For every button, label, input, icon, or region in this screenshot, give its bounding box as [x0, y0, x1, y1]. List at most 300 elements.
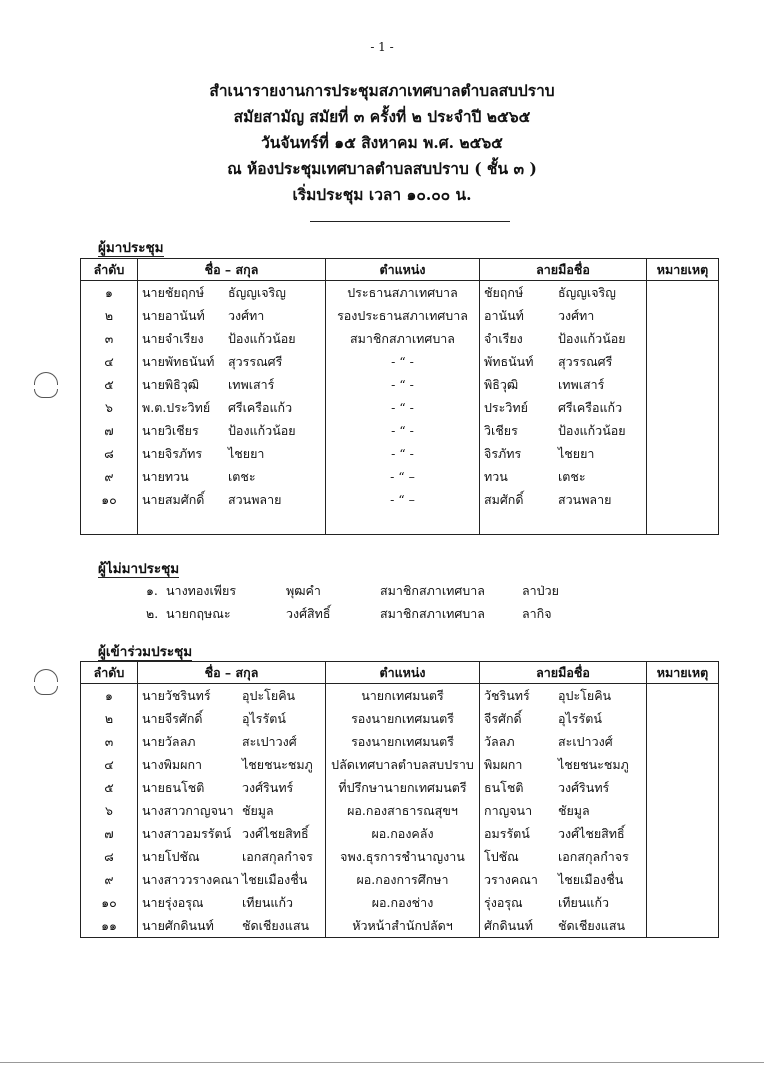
signature-pair — [484, 778, 642, 798]
signature-first: พิมผกา — [484, 756, 523, 772]
name-pair — [142, 709, 321, 729]
header-title: สำเนารายงานการประชุมสภาเทศบาลตำบลสบปราบ — [209, 81, 555, 100]
row-position: ผอ.กองช่าง — [326, 891, 480, 914]
signature-first: ประวิทย์ — [484, 399, 528, 415]
row-remark — [647, 707, 719, 730]
row-position: - “ – — [326, 488, 480, 511]
row-no: ๕ — [81, 373, 138, 396]
header-date: วันจันทร์ที่ ๑๕ สิงหาคม พ.ศ. ๒๕๖๕ — [261, 133, 503, 152]
row-name — [138, 914, 326, 938]
row-no: ๑ — [81, 684, 138, 708]
row-remark — [647, 281, 719, 305]
first-name: นางสาววรางคณา — [142, 871, 240, 887]
signature-pair — [484, 283, 642, 303]
last-name: สวนพลาย — [228, 491, 282, 507]
row-position: - “ - — [326, 442, 480, 465]
signature-pair — [484, 421, 642, 441]
row-no: ๕ — [81, 776, 138, 799]
signature-last: ชัดเชียงแสน — [558, 917, 626, 933]
row-position: - “ – — [326, 465, 480, 488]
signature-last: สะเปาวงศ์ — [558, 733, 613, 749]
col-no: ลำดับ — [81, 662, 138, 684]
signature-last: สุวรรณศรี — [558, 353, 613, 369]
table-row — [81, 304, 719, 327]
name-pair — [142, 444, 321, 464]
row-position: - “ - — [326, 350, 480, 373]
row-name — [138, 891, 326, 914]
empty-cell — [647, 511, 719, 535]
first-name: พ.ต.ประวิทย์ — [142, 399, 211, 415]
name-pair — [142, 283, 321, 303]
row-no: ๒ — [81, 304, 138, 327]
row-no: ๖ — [81, 799, 138, 822]
signature-first: วัชรินทร์ — [484, 687, 530, 703]
table-row — [81, 753, 719, 776]
page-bottom-rule — [0, 1062, 764, 1063]
table-row — [81, 891, 719, 914]
absent-first-name: นางทองเพียร — [166, 583, 237, 598]
first-name: นายสมศักดิ์ — [142, 491, 205, 507]
last-name: วงศ์รินทร์ — [242, 779, 294, 795]
row-name — [138, 488, 326, 511]
row-no: ๓ — [81, 327, 138, 350]
table-row — [81, 488, 719, 511]
empty-cell — [81, 511, 138, 535]
signature-pair — [484, 893, 642, 913]
row-signature — [480, 396, 647, 419]
table-row — [81, 350, 719, 373]
signature-pair — [484, 375, 642, 395]
signature-first: พัทธนันท์ — [484, 353, 534, 369]
signature-last: อุไรรัตน์ — [558, 710, 602, 726]
signature-first: จำเรียง — [484, 330, 523, 346]
row-position: - “ - — [326, 396, 480, 419]
row-remark — [647, 488, 719, 511]
row-name — [138, 396, 326, 419]
table-row — [81, 776, 719, 799]
signature-pair — [484, 709, 642, 729]
first-name: นายทวน — [142, 468, 189, 484]
signature-last: ไชยยา — [558, 445, 595, 461]
last-name: เตชะ — [228, 468, 256, 484]
row-position: นายกเทศมนตรี — [326, 684, 480, 708]
row-name — [138, 822, 326, 845]
last-name: ชัดเชียงแสน — [242, 917, 310, 933]
row-remark — [647, 868, 719, 891]
row-name — [138, 868, 326, 891]
table-row — [81, 684, 719, 708]
signature-last: วงศ์ไชยสิทธิ์ — [558, 825, 625, 841]
signature-first: ทวน — [484, 468, 508, 484]
signature-last: ป้องแก้วน้อย — [558, 422, 626, 438]
table-header-row — [81, 259, 719, 281]
signature-pair — [484, 490, 642, 510]
signature-pair — [484, 801, 642, 821]
row-no: ๔ — [81, 350, 138, 373]
present-section-title: ผู้มาประชุม — [98, 240, 164, 256]
name-pair — [142, 893, 321, 913]
row-position: รองนายกเทศมนตรี — [326, 730, 480, 753]
row-position: จพง.ธุรการชำนาญงาน — [326, 845, 480, 868]
name-pair — [142, 847, 321, 867]
row-no: ๗ — [81, 822, 138, 845]
signature-first: รุ่งอรุณ — [484, 894, 523, 910]
last-name: ป้องแก้วน้อย — [228, 422, 296, 438]
signature-last: เทียนแก้ว — [558, 894, 610, 910]
first-name: นายอานันท์ — [142, 307, 205, 323]
row-remark — [647, 465, 719, 488]
signature-first: ธนโชติ — [484, 779, 524, 795]
row-no: ๙ — [81, 868, 138, 891]
row-remark — [647, 373, 719, 396]
row-signature — [480, 707, 647, 730]
last-name: ไชยยา — [228, 445, 265, 461]
row-signature — [480, 868, 647, 891]
col-signature: ลายมือชื่อ — [480, 662, 647, 684]
signature-pair — [484, 732, 642, 752]
signature-pair — [484, 870, 642, 890]
last-name: ป้องแก้วน้อย — [228, 330, 296, 346]
row-signature — [480, 327, 647, 350]
signature-last: ธัญญเจริญ — [558, 284, 616, 300]
table-row — [81, 799, 719, 822]
last-name: เทียนแก้ว — [242, 894, 294, 910]
row-remark — [647, 799, 719, 822]
last-name: อุไรรัตน์ — [242, 710, 286, 726]
row-signature — [480, 373, 647, 396]
signature-pair — [484, 398, 642, 418]
signature-last: วงศ์ทา — [558, 307, 595, 323]
signature-pair — [484, 916, 642, 936]
first-name: นางสาวกาญจนา — [142, 802, 234, 818]
row-remark — [647, 776, 719, 799]
last-name: ธัญญเจริญ — [228, 284, 286, 300]
last-name: ไชยเมืองชื่น — [242, 871, 308, 887]
name-pair — [142, 467, 321, 487]
row-position: รองนายกเทศมนตรี — [326, 707, 480, 730]
table-row — [81, 868, 719, 891]
row-signature — [480, 442, 647, 465]
margin-mark — [34, 669, 58, 682]
signature-first: พิธิวุฒิ — [484, 376, 519, 392]
signature-last: ไชยชนะชมภู — [558, 756, 629, 772]
empty-cell — [480, 511, 647, 535]
absent-position: สมาชิกสภาเทศบาล — [380, 606, 485, 621]
row-no: ๒ — [81, 707, 138, 730]
signature-first: กาญจนา — [484, 802, 533, 818]
col-name: ชื่อ – สกุล — [138, 259, 326, 281]
row-signature — [480, 488, 647, 511]
row-signature — [480, 914, 647, 938]
last-name: ชัยมูล — [242, 802, 274, 818]
row-remark — [647, 753, 719, 776]
last-name: สะเปาวงศ์ — [242, 733, 297, 749]
signature-last: สวนพลาย — [558, 491, 612, 507]
last-name: อุปะโยคิน — [242, 687, 296, 703]
name-pair — [142, 490, 321, 510]
table-row — [81, 419, 719, 442]
row-name — [138, 419, 326, 442]
row-position: ที่ปรึกษานายกเทศมนตรี — [326, 776, 480, 799]
table-row — [81, 281, 719, 305]
row-signature — [480, 891, 647, 914]
row-position: - “ - — [326, 419, 480, 442]
table-row — [81, 373, 719, 396]
row-remark — [647, 822, 719, 845]
last-name: วงศ์ทา — [228, 307, 265, 323]
table-row — [81, 396, 719, 419]
row-position: หัวหน้าสำนักปลัดฯ — [326, 914, 480, 938]
signature-first: อมรรัตน์ — [484, 825, 530, 841]
signature-first: วัลลภ — [484, 733, 515, 749]
signature-first: ศักดินนท์ — [484, 917, 533, 933]
last-name: ไชยชนะชมภู — [242, 756, 313, 772]
signature-first: จีรศักดิ์ — [484, 710, 522, 726]
col-position: ตำแหน่ง — [326, 662, 480, 684]
first-name: นายจิรภัทร — [142, 445, 203, 461]
row-signature — [480, 419, 647, 442]
row-position: สมาชิกสภาเทศบาล — [326, 327, 480, 350]
row-position: ผอ.กองการศึกษา — [326, 868, 480, 891]
row-remark — [647, 914, 719, 938]
row-name — [138, 327, 326, 350]
row-position: รองประธานสภาเทศบาล — [326, 304, 480, 327]
row-signature — [480, 776, 647, 799]
row-remark — [647, 684, 719, 708]
row-position: - “ - — [326, 373, 480, 396]
first-name: นายชัยฤกษ์ — [142, 284, 205, 300]
margin-mark — [34, 389, 58, 398]
signature-first: วิเชียร — [484, 422, 518, 438]
row-name — [138, 845, 326, 868]
row-no: ๑ — [81, 281, 138, 305]
row-remark — [647, 891, 719, 914]
document-header — [0, 78, 764, 208]
row-signature — [480, 730, 647, 753]
participants-table — [80, 661, 719, 938]
first-name: นายวิเชียร — [142, 422, 199, 438]
name-pair — [142, 306, 321, 326]
signature-last: เทพเสาร์ — [558, 376, 605, 392]
name-pair — [142, 686, 321, 706]
row-remark — [647, 442, 719, 465]
first-name: นายรุ่งอรุณ — [142, 894, 204, 910]
name-pair — [142, 801, 321, 821]
signature-first: วรางคณา — [484, 871, 538, 887]
first-name: นางสาวอมรรัตน์ — [142, 825, 232, 841]
signature-pair — [484, 329, 642, 349]
row-no: ๑๑ — [81, 914, 138, 938]
first-name: นายวัลลภ — [142, 733, 196, 749]
absent-position: สมาชิกสภาเทศบาล — [380, 583, 485, 598]
table-row — [81, 914, 719, 938]
row-signature — [480, 350, 647, 373]
last-name: เทพเสาร์ — [228, 376, 275, 392]
signature-pair — [484, 755, 642, 775]
row-name — [138, 373, 326, 396]
last-name: สุวรรณศรี — [228, 353, 283, 369]
header-session: สมัยสามัญ สมัยที่ ๓ ครั้งที่ ๒ ประจำปี ๒๕๖๕ — [233, 107, 531, 126]
row-name — [138, 707, 326, 730]
signature-last: ไชยเมืองชื่น — [558, 871, 624, 887]
row-name — [138, 753, 326, 776]
row-position: ผอ.กองสาธารณสุขฯ — [326, 799, 480, 822]
name-pair — [142, 824, 321, 844]
row-remark — [647, 419, 719, 442]
row-remark — [647, 304, 719, 327]
table-row — [81, 465, 719, 488]
row-no: ๘ — [81, 442, 138, 465]
signature-pair — [484, 824, 642, 844]
row-signature — [480, 684, 647, 708]
name-pair — [142, 329, 321, 349]
table-row — [81, 707, 719, 730]
table-row — [81, 442, 719, 465]
row-no: ๓ — [81, 730, 138, 753]
first-name: นางพิมผกา — [142, 756, 203, 772]
row-name — [138, 684, 326, 708]
row-no: ๖ — [81, 396, 138, 419]
signature-first: อานันท์ — [484, 307, 524, 323]
signature-last: ชัยมูล — [558, 802, 590, 818]
table-row-empty — [81, 511, 719, 535]
table-header-row — [81, 662, 719, 684]
table-row — [81, 730, 719, 753]
signature-last: อุปะโยคิน — [558, 687, 612, 703]
row-name — [138, 281, 326, 305]
header-location: ณ ห้องประชุมเทศบาลตำบลสบปราบ ( ชั้น ๓ ) — [227, 159, 537, 178]
participants-table-body — [81, 684, 719, 938]
last-name: วงศ์ไชยสิทธิ์ — [242, 825, 309, 841]
header-start-time: เริ่มประชุม เวลา ๑๐.๐๐ น. — [292, 185, 472, 204]
col-no: ลำดับ — [81, 259, 138, 281]
first-name: นายจำเรียง — [142, 330, 204, 346]
col-name: ชื่อ – สกุล — [138, 662, 326, 684]
name-pair — [142, 398, 321, 418]
table-row — [81, 822, 719, 845]
signature-last: ศรีเครือแก้ว — [558, 399, 623, 415]
signature-pair — [484, 306, 642, 326]
signature-first: จิรภัทร — [484, 445, 522, 461]
row-name — [138, 799, 326, 822]
signature-pair — [484, 352, 642, 372]
row-name — [138, 442, 326, 465]
row-position: ประธานสภาเทศบาล — [326, 281, 480, 305]
row-name — [138, 776, 326, 799]
present-table-body — [81, 281, 719, 535]
row-remark — [647, 327, 719, 350]
first-name: นายธนโชติ — [142, 779, 205, 795]
absent-no: ๒. — [146, 606, 159, 621]
row-name — [138, 304, 326, 327]
absent-reason: ลากิจ — [522, 606, 552, 621]
first-name: นายจีรศักดิ์ — [142, 710, 203, 726]
col-signature: ลายมือชื่อ — [480, 259, 647, 281]
first-name: นายโปชัณ — [142, 848, 200, 864]
name-pair — [142, 870, 321, 890]
absent-no: ๑. — [146, 583, 158, 598]
signature-last: ป้องแก้วน้อย — [558, 330, 626, 346]
absent-section-title: ผู้ไม่มาประชุม — [98, 561, 180, 577]
col-remark: หมายเหตุ — [647, 662, 719, 684]
empty-cell — [326, 511, 480, 535]
signature-last: วงศ์รินทร์ — [558, 779, 610, 795]
row-remark — [647, 350, 719, 373]
signature-pair — [484, 467, 642, 487]
last-name: เอกสกุลกำจร — [242, 848, 313, 864]
absent-first-name: นายกฤษณะ — [166, 606, 231, 621]
signature-first: ชัยฤกษ์ — [484, 284, 524, 300]
row-no: ๔ — [81, 753, 138, 776]
first-name: นายพิธิวุฒิ — [142, 376, 200, 392]
row-signature — [480, 822, 647, 845]
row-position: ปลัดเทศบาลตำบลสบปราบ — [326, 753, 480, 776]
name-pair — [142, 778, 321, 798]
row-name — [138, 350, 326, 373]
row-no: ๙ — [81, 465, 138, 488]
empty-cell — [138, 511, 326, 535]
signature-pair — [484, 847, 642, 867]
participants-section-title: ผู้เข้าร่วมประชุม — [98, 644, 193, 660]
col-remark: หมายเหตุ — [647, 259, 719, 281]
absent-last-name: วงศ์สิทธิ์ — [286, 606, 331, 621]
table-row — [81, 327, 719, 350]
row-no: ๑๐ — [81, 488, 138, 511]
margin-mark — [34, 686, 58, 695]
margin-mark — [34, 372, 58, 385]
name-pair — [142, 421, 321, 441]
row-no: ๘ — [81, 845, 138, 868]
row-name — [138, 730, 326, 753]
row-signature — [480, 753, 647, 776]
first-name: นายพัทธนันท์ — [142, 353, 215, 369]
row-signature — [480, 845, 647, 868]
col-position: ตำแหน่ง — [326, 259, 480, 281]
name-pair — [142, 755, 321, 775]
absent-last-name: พุฒคำ — [286, 583, 321, 598]
row-signature — [480, 465, 647, 488]
first-name: นายศักดินนท์ — [142, 917, 214, 933]
row-remark — [647, 396, 719, 419]
name-pair — [142, 916, 321, 936]
name-pair — [142, 732, 321, 752]
table-row — [81, 845, 719, 868]
signature-pair — [484, 444, 642, 464]
row-remark — [647, 845, 719, 868]
signature-first: โปชัณ — [484, 848, 519, 864]
first-name: นายวัชรินทร์ — [142, 687, 211, 703]
signature-last: เอกสกุลกำจร — [558, 848, 629, 864]
row-no: ๑๐ — [81, 891, 138, 914]
row-position: ผอ.กองคลัง — [326, 822, 480, 845]
signature-pair — [484, 686, 642, 706]
row-name — [138, 465, 326, 488]
row-no: ๗ — [81, 419, 138, 442]
last-name: ศรีเครือแก้ว — [228, 399, 293, 415]
row-remark — [647, 730, 719, 753]
row-signature — [480, 304, 647, 327]
page-number: - 1 - — [370, 40, 394, 54]
row-signature — [480, 281, 647, 305]
header-divider — [310, 221, 510, 222]
name-pair — [142, 375, 321, 395]
present-table — [80, 258, 719, 535]
row-signature — [480, 799, 647, 822]
absent-reason: ลาป่วย — [522, 583, 559, 598]
name-pair — [142, 352, 321, 372]
signature-first: สมศักดิ์ — [484, 491, 524, 507]
signature-last: เตชะ — [558, 468, 586, 484]
